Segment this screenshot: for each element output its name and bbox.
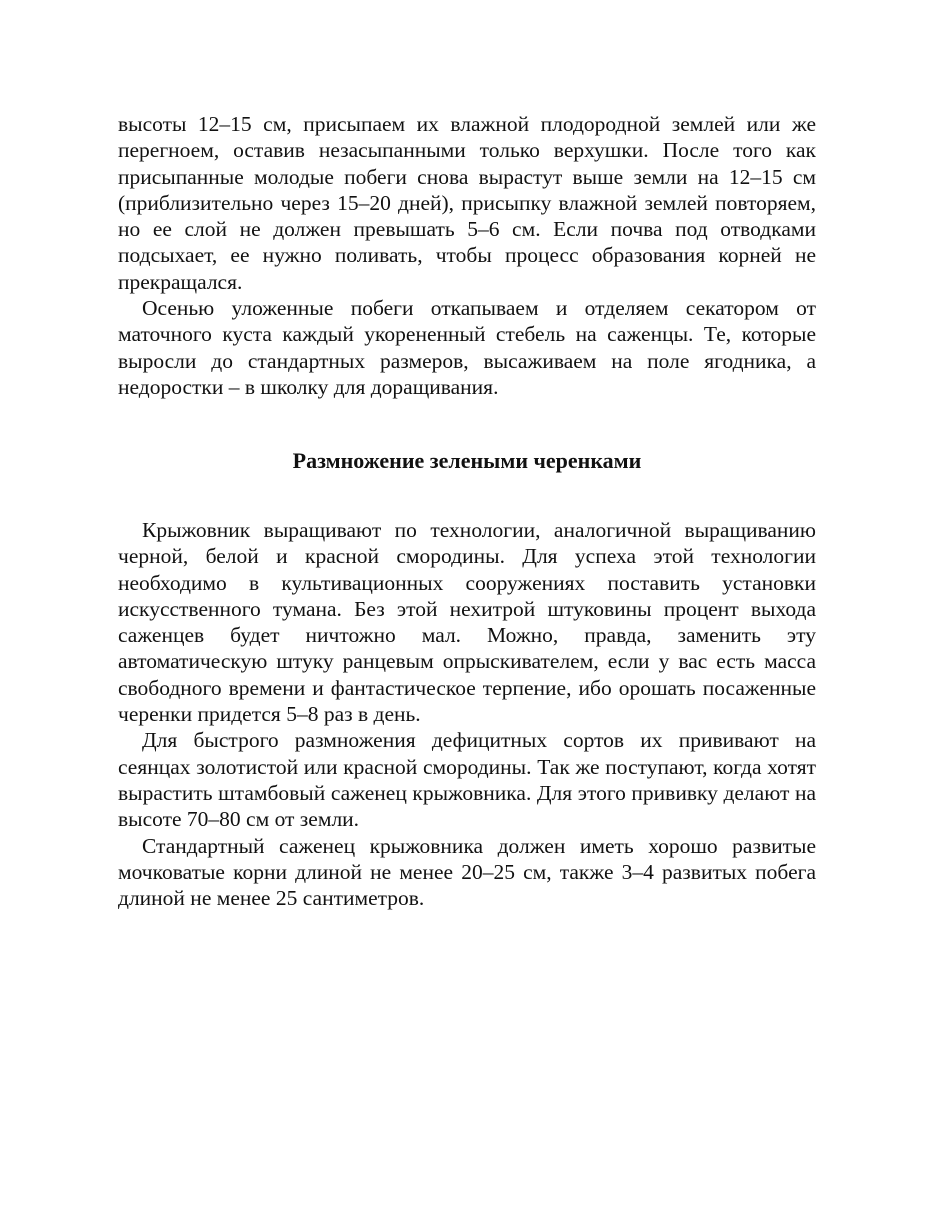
paragraph: Для быстрого размножения дефицитных сортов их прививают на сеянцах золотистой или красной смородины. Так же поступают, когда хотят вырастить штамбовый саженец крыжовника. Для этого прививку делают на высоте 70–80 см от земли. (118, 728, 816, 832)
section-text (118, 517, 816, 911)
section-heading: Размножение зелеными черенками (292, 448, 642, 473)
paragraph: Стандартный саженец крыжовника должен иметь хорошо развитые мочковатые корни длиной не менее 20–25 см, также 3–4 развитых побега длиной не менее 25 сантиметров. (118, 833, 816, 911)
paragraph: Крыжовник выращивают по технологии, аналогичной выращиванию черной, белой и красной смородины. Для успеха этой технологии необходимо в культивационных сооружениях поставить установки искусственного тумана. Без этой нехитрой штуковины процент выхода саженцев будет ничтожно мал. Можно, правда, заменить эту автоматическую штуку ранцевым опрыскивателем, если у вас есть масса свободного времени и фантастическое терпение, ибо орошать посаженные черенки придется 5–8 раз в день. (118, 518, 816, 727)
intro-text (118, 111, 816, 400)
paragraph: высоты 12–15 см, присыпаем их влажной плодородной землей или же перегноем, оставив незасыпанными только верхушки. После того как присыпанные молодые побеги снова вырастут выше земли на 12–15 см (приблизительно через 15–20 дней), присыпку влажной землей повторяем, но ее слой не должен превышать 5–6 см. Если почва под отводками подсыхает, ее нужно поливать, чтобы процесс образования корней не прекращался. (118, 112, 816, 294)
paragraph: Осенью уложенные побеги откапываем и отделяем секатором от маточного куста каждый укорененный стебель на саженцы. Те, которые выросли до стандартных размеров, высаживаем на поле ягодника, а недоростки – в школку для доращивания. (118, 296, 816, 399)
